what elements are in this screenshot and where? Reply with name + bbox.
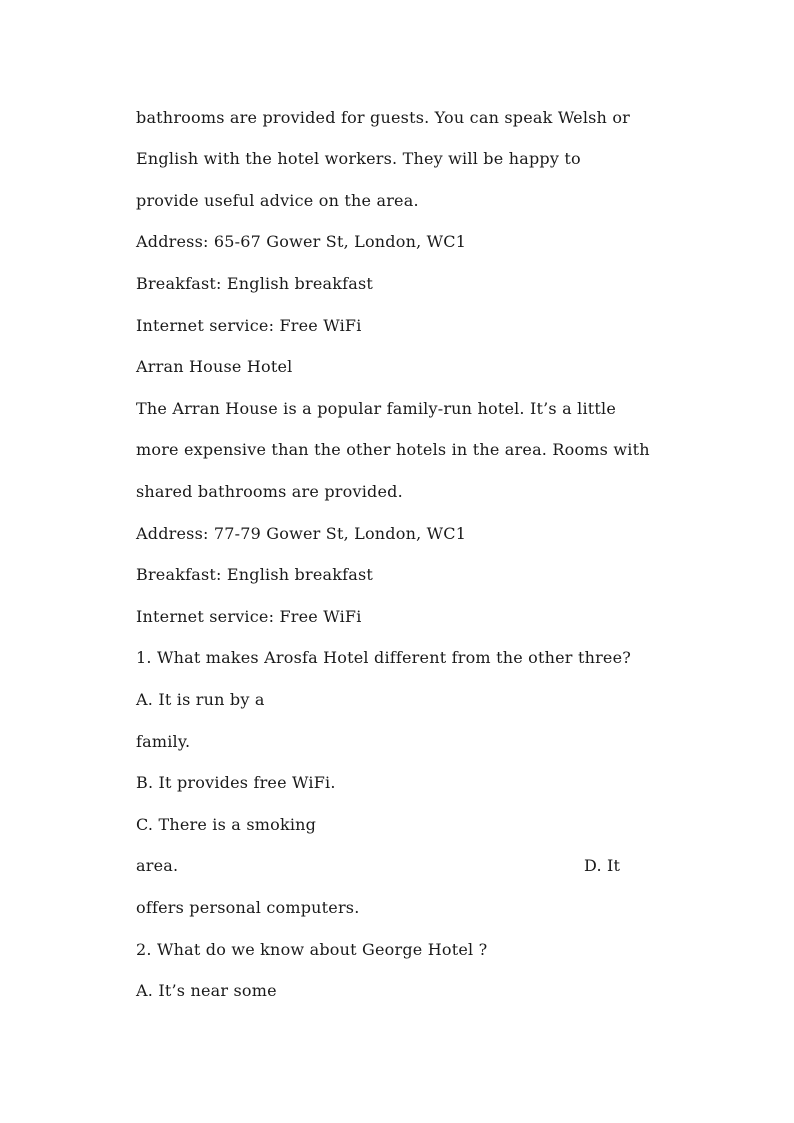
breakfast-line: Breakfast: English breakfast (136, 274, 374, 293)
question-1-option-c-continued: area. (136, 856, 179, 875)
breakfast-line: Breakfast: English breakfast (136, 565, 374, 584)
question-2: 2. What do we know about George Hotel ? (136, 940, 488, 959)
text-line: English with the hotel workers. They will be happy to (136, 149, 581, 168)
address-line: Address: 65-67 Gower St, London, WC1 (136, 232, 467, 251)
internet-service-line: Internet service: Free WiFi (136, 316, 362, 335)
question-2-option-a: A. It’s near some (136, 981, 277, 1000)
text-line: provide useful advice on the area. (136, 191, 419, 210)
text-line: bathrooms are provided for guests. You can speak Welsh or (136, 108, 631, 127)
question-1-option-b: B. It provides free WiFi. (136, 773, 336, 792)
hotel-heading: Arran House Hotel (136, 357, 293, 376)
text-line: shared bathrooms are provided. (136, 482, 403, 501)
question-1-option-d-continued: offers personal computers. (136, 898, 360, 917)
question-1-option-d: D. It (584, 856, 621, 875)
text-line: more expensive than the other hotels in the area. Rooms with (136, 440, 650, 459)
question-1-option-c: C. There is a smoking (136, 815, 317, 834)
question-1: 1. What makes Arosfa Hotel different from the other three? (136, 648, 632, 667)
question-1-option-a-continued: family. (136, 732, 191, 751)
address-line: Address: 77-79 Gower St, London, WC1 (136, 524, 467, 543)
question-1-option-a: A. It is run by a (136, 690, 265, 709)
text-line: The Arran House is a popular family-run hotel. It’s a little (136, 399, 617, 418)
internet-service-line: Internet service: Free WiFi (136, 607, 362, 626)
